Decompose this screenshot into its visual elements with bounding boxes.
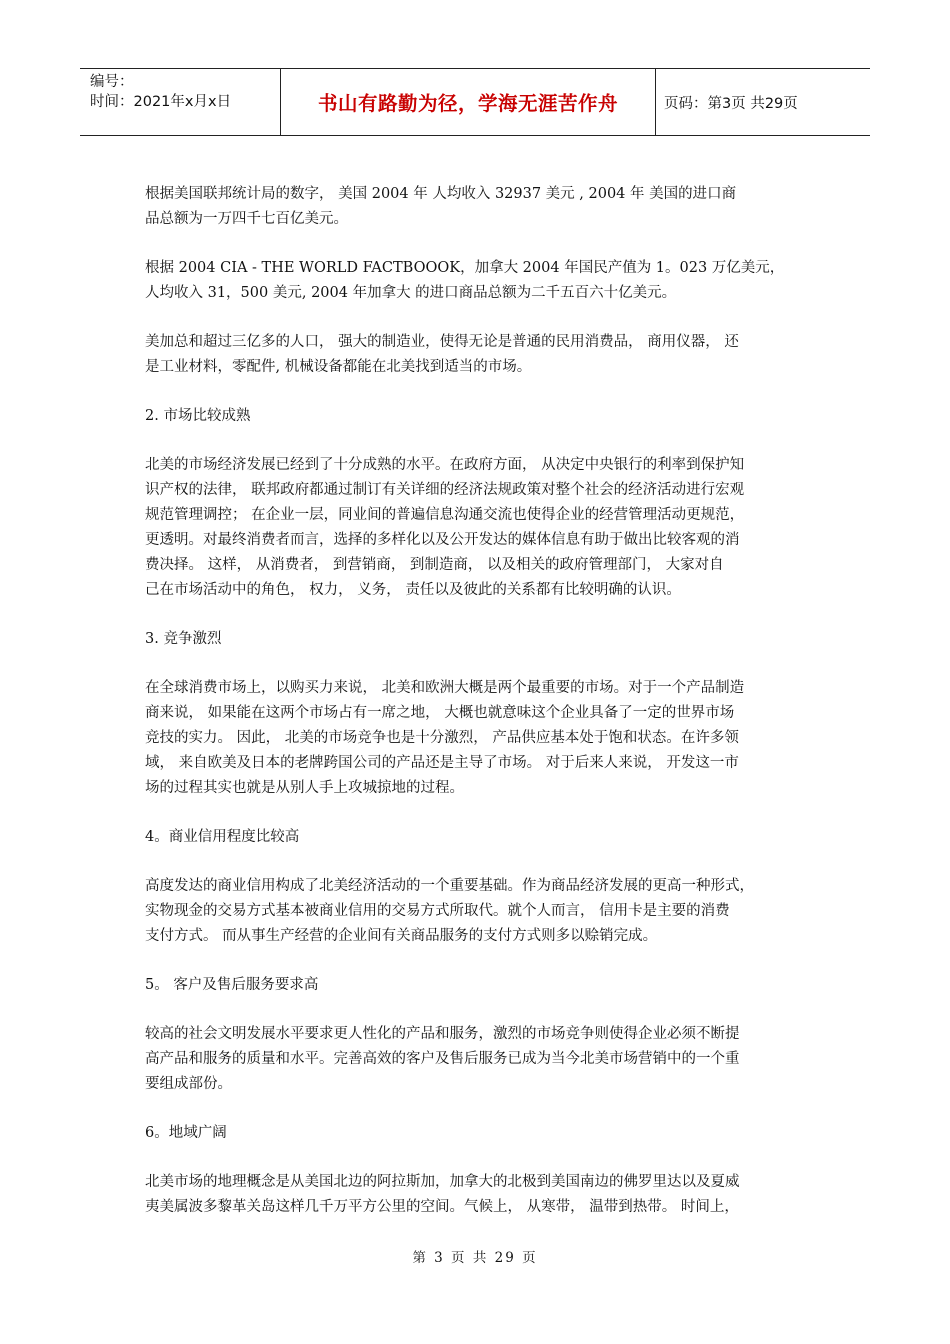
text-line: 竞技的实力。 因此， 北美的市场竞争也是十分激烈， 产品供应基本处于饱和状态。在许多领 <box>145 730 739 746</box>
text-line: 实物现金的交易方式基本被商业信用的交易方式所取代。就个人而言， 信用卡是主要的消费 <box>145 903 730 919</box>
paragraph-us-stats <box>145 182 815 232</box>
text-line: 规范管理调控； 在企业一层，同业间的普遍信息沟通交流也使得企业的经营管理活动更规范， <box>145 507 745 523</box>
text-line: 夷美属波多黎革关岛这样几千万平方公里的空间。气候上， 从寒带， 温带到热带。 时间上， <box>145 1199 739 1215</box>
paragraph-territory <box>145 1170 815 1220</box>
section-heading-territory: 6。地域广阔 <box>145 1125 227 1141</box>
text-line: 支付方式。 而从事生产经营的企业间有关商品服务的支付方式则多以赊销完成。 <box>145 928 658 944</box>
header-time-label: 时间：2021年x月x日 <box>90 94 232 110</box>
text-line: 人均收入 31，500 美元, 2004 年加拿大 的进口商品总额为二千五百六十亿美元。 <box>145 285 677 301</box>
text-line: 是工业材料，零配件, 机械设备都能在北美找到适当的市场。 <box>145 359 532 375</box>
document-body <box>145 182 815 1244</box>
text-line: 根据美国联邦统计局的数字， 美国 2004 年 人均收入 32937 美元 , 2004 年 美国的进口商 <box>145 186 737 202</box>
header-number-label: 编号： <box>90 74 134 90</box>
section-heading-credit: 4。商业信用程度比较高 <box>145 829 300 845</box>
text-line: 更透明。对最终消费者而言，选择的多样化以及公开发达的媒体信息有助于做出比较客观的消 <box>145 532 740 548</box>
header-motto: 书山有路勤为径，学海无涯苦作舟 <box>280 69 656 135</box>
text-line: 高产品和服务的质量和水平。完善高效的客户及售后服务已成为当今北美市场营销中的一个重 <box>145 1051 740 1067</box>
text-line: 己在市场活动中的角色， 权力， 义务， 责任以及彼此的关系都有比较明确的认识。 <box>145 582 681 598</box>
text-line: 北美的市场经济发展已经到了十分成熟的水平。在政府方面， 从决定中央银行的利率到保护知 <box>145 457 745 473</box>
paragraph-credit <box>145 874 815 949</box>
header-page-info: 页码：第3页 共29页 <box>664 95 798 112</box>
section-heading-competition: 3. 竞争激烈 <box>145 631 222 647</box>
text-line: 根据 2004 CIA - THE WORLD FACTBOOOK，加拿大 2004 年国民产值为 1。023 万亿美元， <box>145 260 785 276</box>
header-meta <box>80 69 280 135</box>
text-line: 商来说， 如果能在这两个市场占有一席之地， 大概也就意味这个企业具备了一定的世界市场 <box>145 705 735 721</box>
text-line: 在全球消费市场上，以购买力来说， 北美和欧洲大概是两个最重要的市场。对于一个产品制造 <box>145 680 745 696</box>
text-line: 较高的社会文明发展水平要求更人性化的产品和服务，激烈的市场竞争则使得企业必须不断提 <box>145 1026 740 1042</box>
paragraph-canada-stats <box>145 256 815 306</box>
text-line: 识产权的法律， 联邦政府都通过制订有关详细的经济法规政策对整个社会的经济活动进行宏观 <box>145 482 745 498</box>
page-footer: 第 3 页 共 29 页 <box>412 1250 538 1266</box>
section-heading-mature-market: 2. 市场比较成熟 <box>145 408 251 424</box>
text-line: 品总额为一万四千七百亿美元。 <box>145 211 348 227</box>
page-header <box>80 68 870 136</box>
text-line: 域， 来自欧美及日本的老牌跨国公司的产品还是主导了市场。 对于后来人来说， 开发这一市 <box>145 755 739 771</box>
text-line: 美加总和超过三亿多的人口， 强大的制造业，使得无论是普通的民用消费品， 商用仪器， 还 <box>145 334 739 350</box>
text-line: 费决择。 这样， 从消费者， 到营销商， 到制造商， 以及相关的政府管理部门， 大家对自 <box>145 557 724 573</box>
text-line: 北美市场的地理概念是从美国北边的阿拉斯加，加拿大的北极到美国南边的佛罗里达以及夏威 <box>145 1174 740 1190</box>
text-line: 高度发达的商业信用构成了北美经济活动的一个重要基础。作为商品经济发展的更高一种形式， <box>145 878 754 894</box>
text-line: 要组成部份。 <box>145 1076 232 1092</box>
section-heading-service: 5。 客户及售后服务要求高 <box>145 977 319 993</box>
paragraph-service <box>145 1022 815 1097</box>
paragraph-competition <box>145 676 815 801</box>
paragraph-mature-market <box>145 453 815 603</box>
text-line: 场的过程其实也就是从别人手上攻城掠地的过程。 <box>145 780 464 796</box>
paragraph-population <box>145 330 815 380</box>
